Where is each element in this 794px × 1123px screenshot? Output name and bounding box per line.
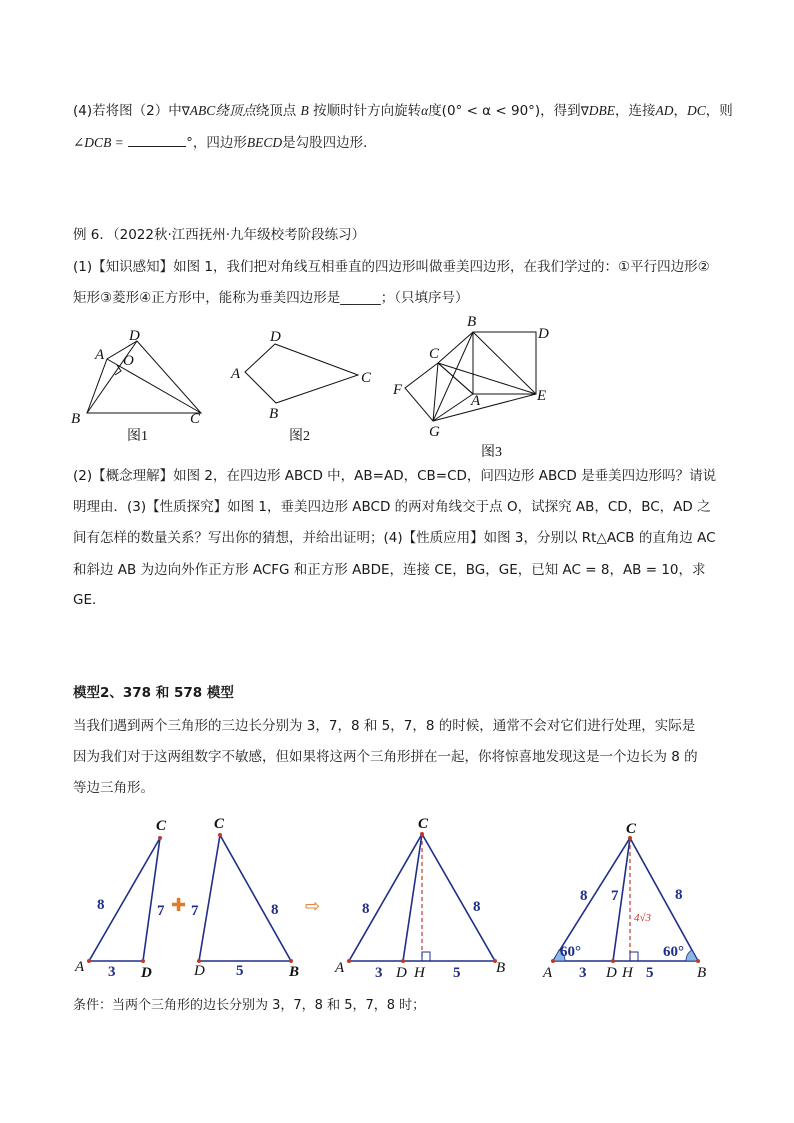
fig1-caption: 图1 [127, 429, 148, 444]
side-8-right: 8 [675, 887, 683, 903]
ex6-p2-line5: GE． [73, 592, 106, 608]
side-5: 5 [646, 965, 654, 981]
ex6-p2-line3: 间有怎样的数量关系？写出你的猜想，并给出证明；(4)【性质应用】如图 3，分别以 Rt△ACB 的直角边 AC [73, 530, 716, 546]
equilateral-triangle [542, 821, 706, 981]
label-A: A [543, 965, 553, 981]
label-D: D [396, 965, 407, 981]
label-C: C [190, 411, 201, 427]
label-D: D [194, 963, 205, 979]
side-8-right: 8 [473, 899, 481, 915]
model-figure [65, 810, 730, 990]
side-8: 8 [271, 902, 279, 918]
side-7: 7 [157, 903, 165, 919]
side-8-left: 8 [362, 901, 370, 917]
side-5: 5 [236, 963, 244, 979]
label-A: A [75, 959, 85, 975]
model-title: 模型2、378 和 578 模型 [73, 685, 234, 701]
side-3: 3 [108, 964, 116, 980]
label-G: G [429, 424, 440, 440]
arrow-icon: ⇨ [305, 896, 321, 917]
condition-text: 条件：当两个三角形的边长分别为 3，7，8 和 5，7，8 时； [73, 998, 426, 1013]
model-text-1: 当我们遇到两个三角形的三边长分别为 3，7，8 和 5，7，8 的时候，通常不会对它们进行处理，实际是 [73, 718, 696, 734]
side-8-left: 8 [580, 888, 588, 904]
combined-triangle [334, 816, 505, 981]
answer-blank[interactable] [128, 132, 186, 147]
label-C: C [418, 816, 429, 832]
ex6-p1-line2: 矩形③菱形④正方形中，能称为垂美四边形是______；（只填序号） [73, 290, 469, 306]
ex6-p1-line1: (1)【知识感知】如图 1，我们把对角线互相垂直的四边形叫做垂美四边形，在我们学过的：①平行四边形② [73, 259, 710, 275]
label-H: H [622, 965, 633, 981]
figure-1 [65, 325, 215, 445]
height-label: 4√3 [634, 912, 652, 924]
triangle-578 [191, 816, 299, 980]
label-A: A [471, 393, 481, 409]
side-8: 8 [97, 897, 105, 913]
q4-line1: (4)若将图（2）中∇ABC绕顶点绕顶点 B 按顺时针方向旋转α度(0° < α < 90°)，得到∇DBE，连接AD，DC，则 [73, 103, 733, 119]
label-H: H [414, 965, 425, 981]
plus-icon: ✚ [171, 895, 187, 916]
example6-title: 例 6．（2022秋·江西抚州·九年级校考阶段练习） [73, 227, 366, 243]
side-5: 5 [453, 965, 461, 981]
label-C: C [214, 816, 225, 832]
q4-line2: ∠DCB = °，四边形BECD是勾股四边形． [73, 132, 377, 153]
model-text-3: 等边三角形。 [73, 780, 154, 796]
label-C: C [626, 821, 637, 837]
label-B: B [496, 960, 506, 976]
triangle-378 [74, 818, 167, 981]
label-C: C [361, 370, 372, 386]
fig2-caption: 图2 [289, 429, 310, 444]
side-3: 3 [375, 965, 383, 981]
label-C: C [429, 346, 440, 362]
label-C: C [156, 818, 167, 834]
label-A: A [335, 960, 345, 976]
label-O: O [123, 353, 134, 369]
angle-left: 60° [560, 944, 581, 960]
angle-right: 60° [663, 944, 684, 960]
ex6-p2-line4: 和斜边 AB 为边向外作正方形 ACFG 和正方形 ABDE，连接 CE，BG，GE，已知 AC = 8，AB = 10，求 [73, 562, 706, 578]
label-D: D [270, 329, 281, 345]
figure-2 [225, 325, 380, 445]
label-D: D [538, 326, 549, 342]
label-E: E [537, 388, 547, 404]
label-A: A [231, 366, 241, 382]
label-A: A [95, 347, 105, 363]
label-D: D [141, 965, 152, 981]
model-text-2: 因为我们对于这两组数字不敏感，但如果将这两个三角形拼在一起，你将惊喜地发现这是一个边长为 8 的 [73, 749, 698, 765]
side-3: 3 [579, 965, 587, 981]
label-F: F [393, 382, 403, 398]
label-B: B [71, 411, 81, 427]
label-B: B [697, 965, 707, 981]
fig3-caption: 图3 [481, 445, 502, 460]
label-D: D [129, 328, 140, 344]
label-B: B [269, 406, 279, 422]
label-B: B [289, 964, 300, 980]
label-D: D [606, 965, 617, 981]
label-B: B [467, 314, 477, 330]
ex6-p2-line1: (2)【概念理解】如图 2，在四边形 ABCD 中，AB=AD，CB=CD，问四边形 ABCD 是垂美四边形吗？请说 [73, 468, 717, 484]
side-7: 7 [191, 903, 199, 919]
figure-3 [385, 310, 565, 460]
side-7: 7 [611, 888, 619, 904]
ex6-p2-line2: 明理由．(3)【性质探究】如图 1，垂美四边形 ABCD 的两对角线交于点 O，试探究 AB，CD，BC，AD 之 [73, 499, 711, 515]
